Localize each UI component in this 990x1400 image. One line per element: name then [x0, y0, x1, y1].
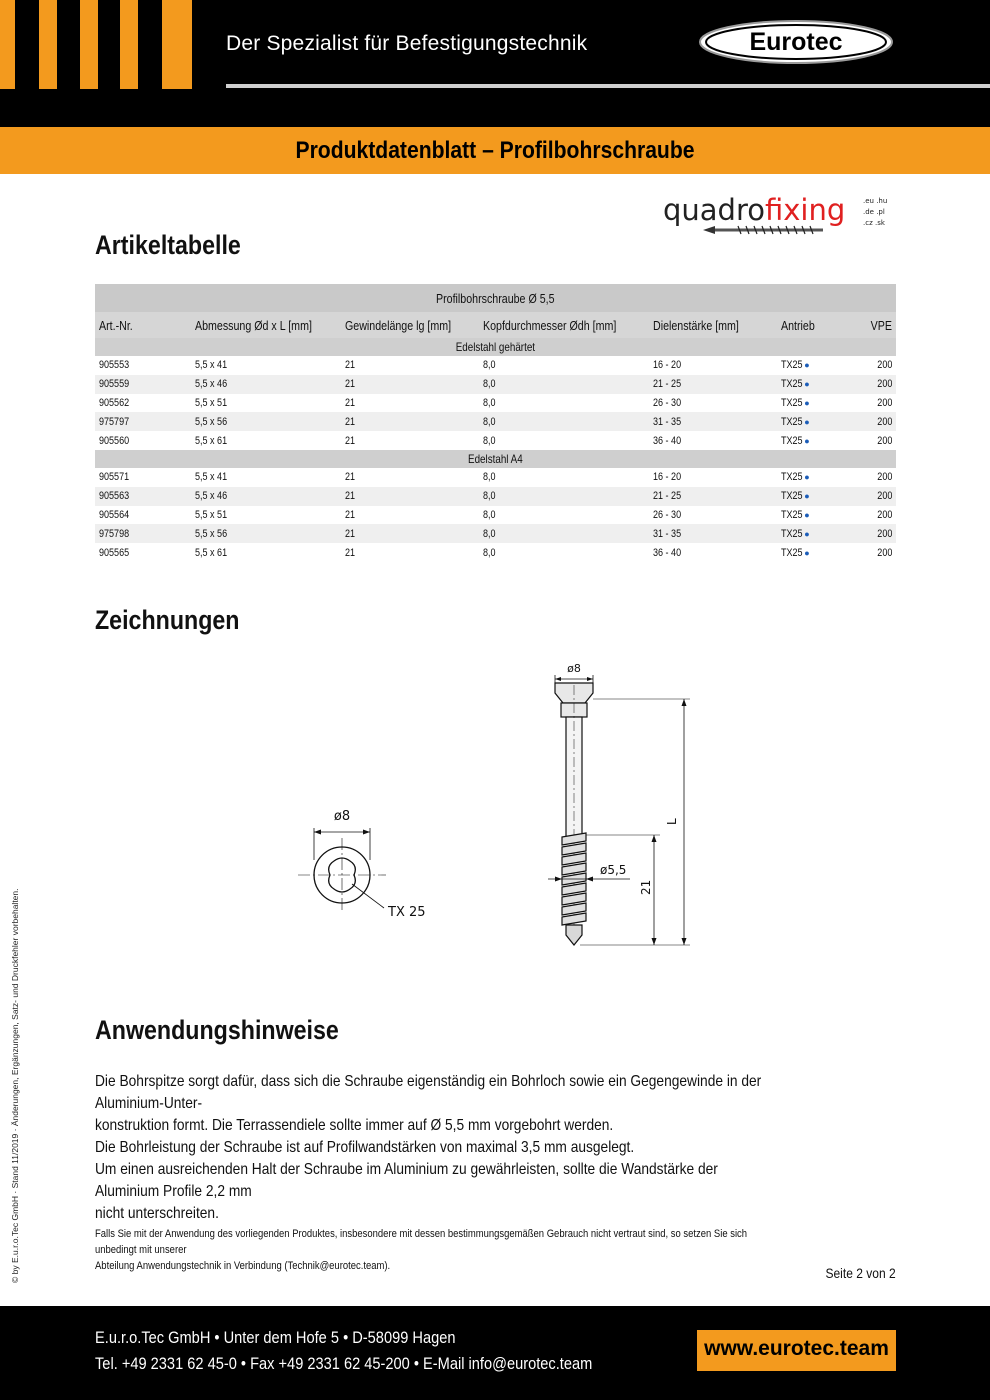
note-line: Falls Sie mit der Anwendung des vorliegenden Produktes, insbesondere mit dessen bestimmungsgemäßen Gebrauch nicht vertraut sind, so setzen Sie sich unbedingt mit unserer — [95, 1228, 748, 1256]
table-cell: 200 — [842, 356, 896, 375]
table-cell: TX25 ● — [777, 356, 842, 375]
drive-dot-icon: ● — [801, 379, 810, 390]
column-header: Gewindelänge lg [mm] — [341, 312, 478, 338]
table-row — [95, 487, 896, 506]
table-cell: TX25 ● — [777, 487, 842, 506]
table-cell: 905563 — [95, 487, 191, 506]
table-cell: 905560 — [95, 431, 191, 450]
table-cell: 905562 — [95, 394, 191, 413]
table-cell: TX25 ● — [777, 524, 842, 543]
text-line: Um einen ausreichenden Halt der Schraube im Aluminium zu gewährleisten, sollte die Wandstärke der Aluminium Profile 2,2 mm — [95, 1161, 718, 1200]
shank-dia-label: ø5,5 — [600, 863, 627, 877]
brand-domain: .cz .sk — [863, 219, 885, 227]
table-cell: 200 — [842, 412, 896, 431]
length-label: L — [665, 818, 679, 825]
table-cell: 200 — [842, 487, 896, 506]
screw-icon — [703, 226, 823, 234]
table-cell: 21 — [341, 356, 478, 375]
text-line: konstruktion formt. Die Terrassendiele sollte immer auf Ø 5,5 mm vorgebohrt werden. — [95, 1117, 614, 1134]
table-cell: 200 — [842, 394, 896, 413]
usage-paragraph-2 — [95, 1137, 895, 1225]
table-cell: 21 — [341, 543, 478, 562]
table-cell: 16 - 20 — [649, 468, 777, 487]
website-link[interactable]: www.eurotec.team — [704, 1337, 889, 1360]
table-cell: 21 - 25 — [649, 375, 777, 394]
drive-dot-icon: ● — [801, 491, 810, 502]
quadrofixing-logo — [663, 190, 903, 240]
thread-length-label: 21 — [639, 879, 653, 895]
table-cell: 8,0 — [479, 524, 650, 543]
table-cell: TX25 ● — [777, 431, 842, 450]
brand-name-part1: quadro — [663, 193, 765, 227]
table-cell: 905559 — [95, 375, 191, 394]
table-cell: 21 — [341, 394, 478, 413]
table-cell: 905565 — [95, 543, 191, 562]
table-cell: 36 - 40 — [649, 431, 777, 450]
table-cell: TX25 ● — [777, 375, 842, 394]
table-cell: 21 — [341, 468, 478, 487]
header-tagline: Der Spezialist für Befestigungstechnik — [226, 32, 588, 55]
article-table — [95, 284, 896, 562]
table-cell: 905564 — [95, 506, 191, 525]
table-cell: 200 — [842, 506, 896, 525]
section-title-articles: Artikeltabelle — [95, 230, 241, 260]
usage-paragraph-1 — [95, 1071, 895, 1137]
table-cell: 200 — [842, 375, 896, 394]
header-stripe — [120, 0, 138, 89]
table-cell: 200 — [842, 468, 896, 487]
text-line: nicht unterschreiten. — [95, 1205, 219, 1222]
table-cell: 5,5 x 56 — [191, 412, 342, 431]
table-row — [95, 356, 896, 375]
text-line: Die Bohrleistung der Schraube ist auf Profilwandstärken von maximal 3,5 mm ausgelegt. — [95, 1139, 635, 1156]
table-cell: 905553 — [95, 356, 191, 375]
table-header-row — [95, 312, 896, 338]
section-title-drawings: Zeichnungen — [95, 605, 240, 635]
copyright-note: © by E.u.r.o.Tec GmbH · Stand 11/2019 · Änderungen, Ergänzungen, Satz- und Druckfehler vorbehalten. — [10, 888, 20, 1283]
table-cell: 26 - 30 — [649, 394, 777, 413]
table-cell: 8,0 — [479, 431, 650, 450]
drive-dot-icon: ● — [801, 360, 810, 371]
table-cell: 8,0 — [479, 394, 650, 413]
column-header: Abmessung Ød x L [mm] — [191, 312, 342, 338]
table-cell: 21 — [341, 412, 478, 431]
screw-side-view-drawing — [540, 655, 700, 955]
table-cell: 16 - 20 — [649, 356, 777, 375]
table-row — [95, 468, 896, 487]
table-cell: 31 - 35 — [649, 524, 777, 543]
head-top-view-drawing — [290, 800, 450, 930]
column-header: Dielenstärke [mm] — [649, 312, 777, 338]
table-row — [95, 394, 896, 413]
table-cell: 21 - 25 — [649, 487, 777, 506]
header-stripe — [162, 0, 192, 89]
side-head-dia-label: ø8 — [567, 662, 581, 675]
table-row — [95, 412, 896, 431]
section-title-usage: Anwendungshinweise — [95, 1015, 339, 1045]
drive-dot-icon: ● — [801, 472, 810, 483]
table-cell: 5,5 x 61 — [191, 431, 342, 450]
table-cell: 975798 — [95, 524, 191, 543]
footer-address: E.u.r.o.Tec GmbH • Unter dem Hofe 5 • D-58099 Hagen — [95, 1328, 456, 1347]
footer-contact: Tel. +49 2331 62 45-0 • Fax +49 2331 62 45-200 • E-Mail info@eurotec.team — [95, 1354, 593, 1373]
brand-domain: .eu .hu — [863, 197, 888, 205]
drive-dot-icon: ● — [801, 509, 810, 520]
drive-dot-icon: ● — [801, 547, 810, 558]
table-cell: TX25 ● — [777, 543, 842, 562]
text-line: Die Bohrspitze sorgt dafür, dass sich die Schraube eigenständig ein Bohrloch sowie ein Gegengewinde in der Aluminium-Unter- — [95, 1073, 762, 1112]
usage-note — [95, 1226, 895, 1274]
table-cell: 5,5 x 46 — [191, 487, 342, 506]
table-cell: 5,5 x 56 — [191, 524, 342, 543]
header-stripe — [80, 0, 98, 89]
column-header: Antrieb — [777, 312, 842, 338]
table-cell: 26 - 30 — [649, 506, 777, 525]
table-cell: 5,5 x 51 — [191, 394, 342, 413]
eurotec-logo — [698, 19, 894, 65]
table-row — [95, 524, 896, 543]
group-label: Edelstahl A4 — [95, 450, 896, 468]
table-cell: 8,0 — [479, 468, 650, 487]
table-cell: 200 — [842, 431, 896, 450]
table-cell: 8,0 — [479, 375, 650, 394]
document-title: Produktdatenblatt – Profilbohrschraube — [295, 137, 695, 164]
table-group-row — [95, 338, 896, 356]
table-cell: 8,0 — [479, 356, 650, 375]
brand-name-part2: fixing — [765, 193, 846, 227]
table-cell: 8,0 — [479, 543, 650, 562]
table-cell: 21 — [341, 487, 478, 506]
header-stripe — [39, 0, 57, 89]
table-cell: 905571 — [95, 468, 191, 487]
table-cell: 200 — [842, 543, 896, 562]
table-cell: TX25 ● — [777, 394, 842, 413]
article-table-body — [95, 284, 896, 562]
header-stripe — [0, 0, 15, 89]
table-cell: 5,5 x 51 — [191, 506, 342, 525]
drive-dot-icon: ● — [801, 435, 810, 446]
column-header: Art.-Nr. — [95, 312, 191, 338]
table-cell: 5,5 x 61 — [191, 543, 342, 562]
page-number: Seite 2 von 2 — [825, 1265, 896, 1281]
table-cell: 31 - 35 — [649, 412, 777, 431]
column-header: VPE — [842, 312, 896, 338]
table-caption: Profilbohrschraube Ø 5,5 — [95, 284, 896, 312]
table-cell: 975797 — [95, 412, 191, 431]
table-cell: 5,5 x 41 — [191, 356, 342, 375]
table-cell: 8,0 — [479, 506, 650, 525]
note-line: Abteilung Anwendungstechnik in Verbindung (Technik@eurotec.team). — [95, 1260, 391, 1272]
table-row — [95, 506, 896, 525]
column-header: Kopfdurchmesser Ødh [mm] — [479, 312, 650, 338]
table-cell: 8,0 — [479, 487, 650, 506]
table-cell: TX25 ● — [777, 506, 842, 525]
drive-label: TX 25 — [388, 905, 426, 920]
header-rule — [226, 84, 990, 88]
svg-text:quadrofixing — [663, 193, 845, 227]
table-group-row — [95, 450, 896, 468]
table-cell: 5,5 x 41 — [191, 468, 342, 487]
table-cell: 8,0 — [479, 412, 650, 431]
drive-dot-icon: ● — [801, 397, 810, 408]
table-cell: TX25 ● — [777, 468, 842, 487]
table-cell: 200 — [842, 524, 896, 543]
table-row — [95, 543, 896, 562]
table-cell: 21 — [341, 375, 478, 394]
table-row — [95, 431, 896, 450]
table-cell: 36 - 40 — [649, 543, 777, 562]
brand-domain: .de .pl — [863, 208, 885, 216]
head-dia-label: ø8 — [333, 809, 351, 824]
table-cell: 21 — [341, 431, 478, 450]
table-caption-row — [95, 284, 896, 312]
drive-dot-icon: ● — [801, 416, 810, 427]
group-label: Edelstahl gehärtet — [95, 338, 896, 356]
logo-text: Eurotec — [749, 28, 843, 56]
table-cell: TX25 ● — [777, 412, 842, 431]
table-cell: 5,5 x 46 — [191, 375, 342, 394]
table-cell: 21 — [341, 524, 478, 543]
table-cell: 21 — [341, 506, 478, 525]
drive-dot-icon: ● — [801, 528, 810, 539]
table-row — [95, 375, 896, 394]
